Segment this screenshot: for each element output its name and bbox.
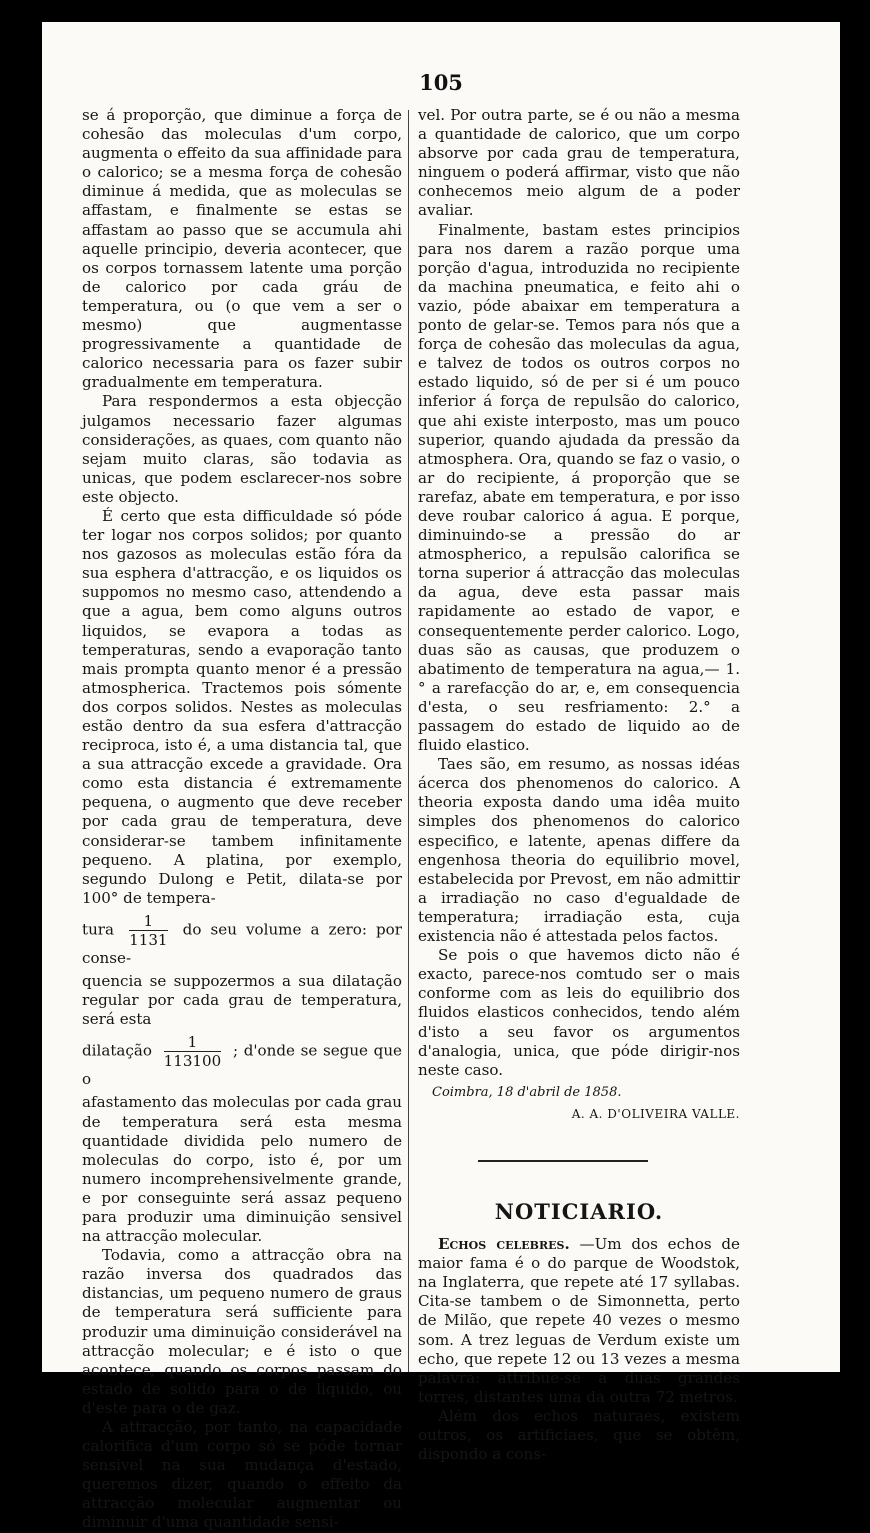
newspaper-page: [42, 22, 840, 1532]
right-paragraph-1: vel. Por outra parte, se é ou não a mesma a quantidade de calorico, que um corpo absorve por cada grau de temperatura, ninguem o poderá affirmar, visto que não conhecemos meio algum de a poder avaliar.: [418, 106, 740, 220]
right-column: [418, 106, 740, 1464]
article-signature: A. A. D'OLIVEIRA VALLE.: [571, 1106, 740, 1121]
fraction-1-numerator: 1: [129, 912, 167, 931]
left-paragraph-2: Para respondermos a esta objecção julgamos necessario fazer algumas considerações, as quaes, com quanto não sejam muito claras, são todavia as unicas, que podem esclarecer-nos sobre este objecto.: [82, 392, 402, 506]
fraction-1: [129, 912, 167, 949]
formula-1-prefix: tura: [82, 920, 115, 939]
section-title: NOTICIARIO.: [494, 1198, 664, 1224]
news-lead: Echos celebres.: [438, 1235, 570, 1254]
fraction-2: [164, 1033, 222, 1070]
news-paragraph-2: Além dos echos naturaes, existem outros, os artificiaes, que se obtêm, dispondo a cons-: [418, 1406, 740, 1464]
formula-1-suffix: do seu volume a zero: por conse-: [82, 920, 402, 967]
news-paragraph-1: [418, 1235, 740, 1407]
left-paragraph-1: se á proporção, que diminue a força de cohesão das moleculas d'um corpo, augmenta o effeito da sua affinidade para o calorico; se a mesma força de cohesão diminue á medida, que as moleculas se affastam, e finalmente se estas se affastam ao passo que se accumula ahi aquelle principio, deveria acontecer, que os corpos tornassem latente uma porção de calorico por cada gráu de temperatura, ou (o que vem a ser o mesmo) que augmentasse progressivamente a quantidade de calorico necessaria para os fazer subir gradualmente em temperatura.: [82, 106, 402, 392]
column-divider: [408, 110, 409, 1372]
left-paragraph-5: afastamento das moleculas por cada grau de temperatura será esta mesma quantidade dividida pelo numero de moleculas do corpo, isto é, por um numero incomprehensivelmente grande, e por conseguinte será assaz pequeno para produzir uma diminuição sensivel na attracção molecular.: [82, 1093, 402, 1246]
left-paragraph-6: Todavia, como a attracção obra na razão inversa dos quadrados das distancias, um pequeno numero de graus de temperatura será sufficiente para produzir uma diminuição considerável na attracção molecular; e é isto o que acontece, quando os corpos passam do estado de solido para o de liquido, ou d'este para o de gaz.: [82, 1246, 402, 1417]
formula-2-suffix: ; d'onde se segue que o: [82, 1041, 402, 1089]
left-column: [82, 106, 402, 1533]
formula-line-1: [82, 912, 402, 968]
right-paragraph-3: Taes são, em resumo, as nossas idéas ácerca dos phenomenos do calorico. A theoria exposta dando uma idêa muito simples dos phenomenos do calorico especifico, e latente, apenas differe da engenhosa theoria do equilibrio movel, estabelecida por Prevost, em não admittir a irradiação no caso d'egualdade de temperatura; irradiação esta, cuja existencia não é attestada pelos factos.: [418, 755, 740, 946]
left-paragraph-3: É certo que esta difficuldade só póde ter logar nos corpos solidos; por quanto nos gazosos as moleculas estão fóra da sua esphera d'attracção, e os liquidos os suppomos no mesmo caso, attendendo a que a agua, bem como alguns outros liquidos, se evapora a todas as temperaturas, sendo a evaporação tanto mais prompta quanto menor é a pressão atmospherica. Tractemos pois sómente dos corpos solidos. Nestes as moleculas estão dentro da sua esfera d'attracção reciproca, isto é, a uma distancia tal, que a sua attracção excede a gravidade. Ora como esta distancia é extremamente pequena, o augmento que deve receber por cada grau de temperatura, deve considerar-se tambem infinitamente pequeno. A platina, por exemplo, segundo Dulong e Petit, dilata-se por 100° de tempera-: [82, 506, 402, 907]
fraction-2-denominator: 113100: [163, 1052, 222, 1071]
left-paragraph-4: quencia se suppozermos a sua dilatação regular por cada grau de temperatura, será esta: [82, 972, 402, 1029]
fraction-1-denominator: 1131: [129, 930, 168, 949]
formula-2-prefix: dilatação: [82, 1041, 152, 1060]
page-number: 105: [419, 70, 463, 95]
news-body-1: —Um dos echos de maior fama é o do parque de Woodstok, na Inglaterra, que repete até 17 syllabas. Cita-se tambem o de Simonnetta, perto de Milão, que repete 40 vezes o mesmo som. A trez leguas de Verdum existe um echo, que repete 12 ou 13 vezes a mesma palavra: attribue-se a duas grandes torres, distantes uma da outra 72 metros.: [418, 1235, 740, 1406]
formula-line-2: [82, 1033, 402, 1089]
right-paragraph-2: Finalmente, bastam estes principios para nos darem a razão porque uma porção d'agua, introduzida no recipiente da machina pneumatica, e feito ahi o vazio, póde abaixar em temperatura a ponto de gelar-se. Temos para nós que a força de cohesão das moleculas da agua, e talvez de todos os outros corpos no estado liquido, só de per si é um pouco inferior á força de repulsão do calorico, que ahi existe interposto, mas um pouco superior, quando ajudada da pressão da atmosphera. Ora, quando se faz o vasio, o ar do recipiente, á proporção que se rarefaz, abate em temperatura, e por isso deve roubar calorico á agua. E porque, diminuindo-se a pressão do ar atmospherico, a repulsão calorifica se torna superior á attracção das moleculas da agua, deve esta passar mais rapidamente ao estado de vapor, e consequentemente perder calorico. Logo, duas são as causas, que produzem o abatimento de temperatura na agua,— 1.° a rarefacção do ar, e, em consequencia d'esta, o seu resfriamento: 2.° a passagem do estado de liquido ao de fluido elastico.: [418, 220, 740, 755]
right-paragraph-4: Se pois o que havemos dicto não é exacto, parece-nos comtudo ser o mais conforme com as leis do equilibrio dos fluidos elasticos conhecidos, tendo além d'isto a seu favor os argumentos d'analogia, unica, que póde dirigir-nos neste caso.: [418, 946, 740, 1079]
left-paragraph-7: A attracção, por tanto, na capacidade calorifica d'um corpo só se póde tornar sensivel na sua mudança d'estado, queremos dizer, quando o effeito da attracção molecular augmentar ou diminuir d'uma quantidade sensi-: [82, 1418, 402, 1532]
section-rule: [478, 1160, 648, 1162]
fraction-2-numerator: 1: [164, 1033, 222, 1052]
article-date: Coimbra, 18 d'abril de 1858.: [432, 1084, 622, 1100]
